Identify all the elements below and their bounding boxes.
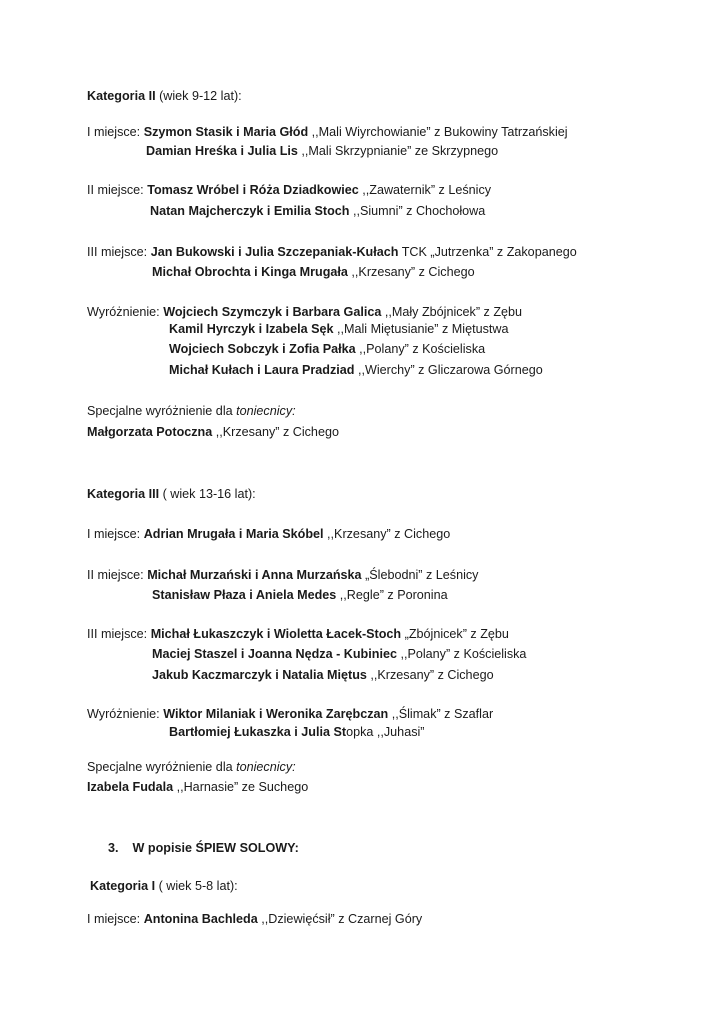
cat3-special-winner: Izabela Fudala ,,Harnasie” ze Suchego [87,780,309,794]
section-3-first-row: I miejsce: Antonina Bachleda ,,Dziewięćsił” z Czarnej Góry [87,912,423,926]
cat2-honorable-row-1: Wyróżnienie: Wojciech Szymczyk i Barbara Galica ,,Mały Zbójnicek” z Zębu [87,305,523,319]
section-3-cat1-heading: Kategoria I ( wiek 5-8 lat): [90,879,238,893]
cat2-third-row-2: Michał Obrochta i Kinga Mrugała ,,Krzesany” z Cichego [152,265,475,279]
cat3-heading: Kategoria III ( wiek 13-16 lat): [87,487,256,501]
cat3-third-row-3: Jakub Kaczmarczyk i Natalia Miętus ,,Krzesany” z Cichego [152,668,494,682]
cat2-first-row-2: Damian Hreśka i Julia Lis ,,Mali Skrzypnianie” ze Skrzypnego [146,144,499,158]
cat2-honorable-row-2: Kamil Hyrczyk i Izabela Sęk ,,Mali Miętusianie” z Miętustwa [169,322,509,336]
cat2-heading: Kategoria II (wiek 9-12 lat): [87,89,242,103]
cat3-honorable-row-2: Bartłomiej Łukaszka i Julia Stopka ,,Juhasi” [169,725,425,739]
cat2-second-row-2: Natan Majcherczyk i Emilia Stoch ,,Siumni” z Chochołowa [150,204,486,218]
cat2-honorable-row-3: Wojciech Sobczyk i Zofia Pałka ,,Polany” z Kościeliska [169,342,486,356]
section-3-heading: 3. W popisie ŚPIEW SOLOWY: [108,841,299,855]
cat3-second-row-2: Stanisław Płaza i Aniela Medes ,,Regle” z Poronina [152,588,448,602]
cat2-third-row-1: III miejsce: Jan Bukowski i Julia Szczepaniak-Kułach TCK „Jutrzenka” z Zakopanego [87,245,577,259]
cat3-honorable-row-1: Wyróżnienie: Wiktor Milaniak i Weronika Zarębczan ,,Ślimak” z Szaflar [87,707,494,721]
cat2-first-row-1: I miejsce: Szymon Stasik i Maria Głód ,,Mali Wiyrchowianie” z Bukowiny Tatrzańskiej [87,125,568,139]
cat2-second-row-1: II miejsce: Tomasz Wróbel i Róża Dziadkowiec ,,Zawaternik” z Leśnicy [87,183,492,197]
cat2-special-winner: Małgorzata Potoczna ,,Krzesany” z Cichego [87,425,339,439]
cat2-special-label: Specjalne wyróżnienie dla toniecnicy: [87,404,296,418]
cat3-special-label: Specjalne wyróżnienie dla toniecnicy: [87,760,296,774]
cat3-third-row-1: III miejsce: Michał Łukaszczyk i Wioletta Łacek-Stoch „Zbójnicek” z Zębu [87,627,509,641]
cat2-honorable-row-4: Michał Kułach i Laura Pradziad ,,Wierchy” z Gliczarowa Górnego [169,363,543,377]
cat3-second-row-1: II miejsce: Michał Murzański i Anna Murzańska „Ślebodni” z Leśnicy [87,568,479,582]
cat3-third-row-2: Maciej Staszel i Joanna Nędza - Kubiniec ,,Polany” z Kościeliska [152,647,527,661]
cat3-first-row-1: I miejsce: Adrian Mrugała i Maria Skóbel ,,Krzesany” z Cichego [87,527,451,541]
